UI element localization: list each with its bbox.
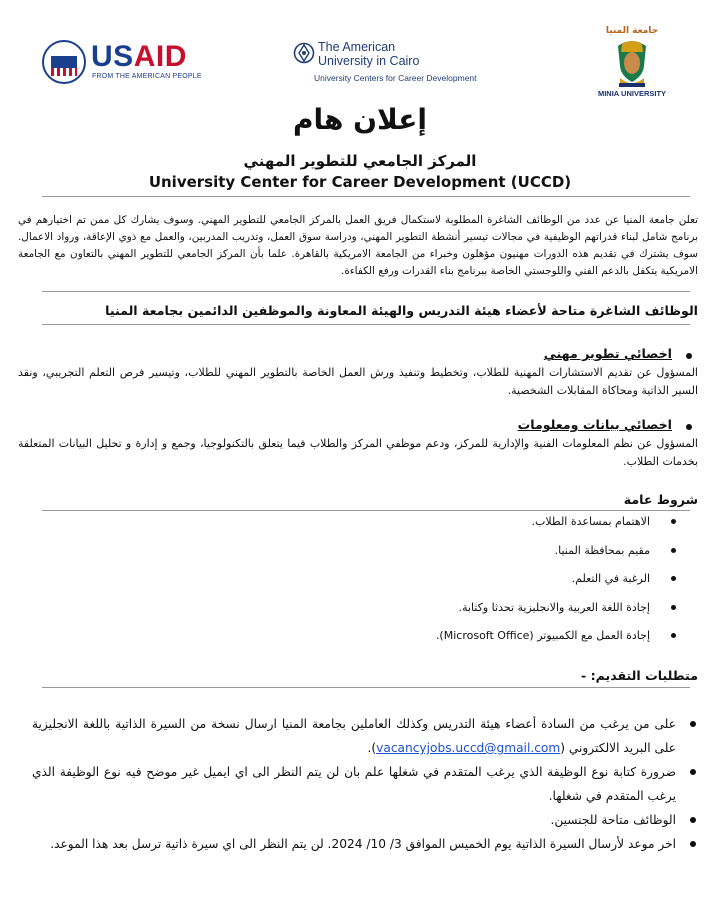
general-conditions-heading: شروط عامة [623, 492, 698, 507]
job-title: اخصائي بيانات ومعلومات [517, 417, 672, 432]
divider [42, 291, 690, 292]
usaid-logo [42, 40, 202, 86]
general-conditions-list [76, 513, 676, 656]
usaid-tagline: FROM THE AMERICAN PEOPLE [92, 73, 202, 80]
job-item [18, 416, 698, 471]
list-item: الاهتمام بمساعدة الطلاب. [76, 513, 676, 542]
list-item: مقيم بمحافظة المنيا. [76, 542, 676, 571]
vacancies-heading: الوظائف الشاغرة متاحة لأعضاء هيئة التدريس والهيئة المعاونة والموظفين الدائمين بجامعة المنيا [105, 303, 698, 318]
application-heading: متطلبات التقديم: - [580, 668, 698, 683]
divider [42, 687, 690, 688]
intro-paragraph: تعلن جامعة المنيا عن عدد من الوظائف الشاغرة المطلوبة لاستكمال فريق العمل بالمركز الجامعي للتطوير المهني. وسوف يشارك كل ممن تم اختيارهم في برنامج شامل لبناء قدراتهم الوظيفية في مجالات تيسير أنشطة التطوير المهني، ودراسة سوق العمل، وتدريب المدربين، والعمل مع ذوي الإعاقة، ورواد الاعمال. سوف يشترك في تقديم هذه الدورات مهنيون مؤهلون وخبراء من الجامعة الامريكية بالقاهرة. علما بأن المركز الجامعي للتطوير المهني بالتعاون مع الجامعة الامريكية يتكفل بالدعم الفني واللوجستي الخاصة ببرنامج بناء القدرات ورفع الكفاءة. [18, 214, 698, 277]
usaid-wordmark: USAID [91, 40, 187, 73]
list-item: الرغبة في التعلم. [76, 570, 676, 599]
auc-name: The American University in Cairo [318, 40, 420, 68]
usaid-seal-icon [42, 40, 86, 84]
job-description: المسؤول عن نظم المعلومات الفنية والإدارية للمركز، ودعم موظفي المركز والطلاب فيما يتعلق بالتكنولوجيا، وجمع و إدارة و تحليل البيانات المتعلقة بخدمات الطلاب. [18, 437, 698, 468]
job-description: المسؤول عن تقديم الاستشارات المهنية للطلاب، وتخطيط وتنفيذ ورش العمل الخاصة بالتطوير المهني للطلاب، وتيسير فرص التعلم التجريبي، ونقد السير الذاتية ومحاكاة المقابلات الشخصية. [18, 366, 698, 397]
application-requirements-list [32, 712, 698, 856]
divider [42, 196, 690, 197]
auc-emblem-icon [292, 42, 316, 64]
list-item: الوظائف متاحة للجنسين. [32, 808, 698, 832]
job-title: اخصائي تطوير مهني [543, 346, 672, 361]
divider [42, 324, 690, 325]
list-item: اخر موعد لأرسال السيرة الذاتية يوم الخميس الموافق 3/ 10/ 2024. لن يتم النظر الى اي سيرة ذاتية ترسل بعد هذا الموعد. [32, 832, 698, 856]
job-item [18, 345, 698, 400]
auc-logo [292, 40, 532, 86]
list-item: ضرورة كتابة نوع الوظيفة الذي يرغب المتقدم في شغلها علم بان لن يتم النظر الى اي ايميل غير موضح فيه نوع الوظيفة الذي يرغب المتقدم في شغلها. [32, 760, 698, 808]
center-name-arabic: المركز الجامعي للتطوير المهني [243, 152, 477, 170]
application-email-link[interactable]: vacancyjobs.uccd@gmail.com [376, 741, 561, 755]
list-item: إجادة العمل مع الكمبيوتر (Microsoft Office). [76, 627, 676, 656]
list-item: إجادة اللغة العربية والانجليزية تحدثا وكتابة. [76, 599, 676, 628]
page-title: إعلان هام [292, 103, 428, 136]
auc-subtitle: University Centers for Career Development [314, 73, 477, 83]
nefertiti-emblem-icon [609, 36, 655, 88]
center-name-english: University Center for Career Development (UCCD) [148, 173, 572, 191]
requirement-text: على من يرغب من السادة أعضاء هيئة التدريس وكذلك العاملين بجامعة المنيا ارسال نسخة من السيرة الذاتية باللغة الانجليزية على البريد الالكتروني [32, 717, 676, 755]
minia-university-logo [596, 26, 668, 102]
minia-arabic-name: جامعة المنيا [605, 26, 659, 36]
minia-english-name: MINIA UNIVERSITY [597, 89, 667, 98]
list-item: على من يرغب من السادة أعضاء هيئة التدريس وكذلك العاملين بجامعة المنيا ارسال نسخة من السيرة الذاتية باللغة الانجليزية على البريد الالكتروني (vacancyjobs.uccd@gmail.com). [32, 712, 698, 760]
divider [42, 510, 690, 511]
